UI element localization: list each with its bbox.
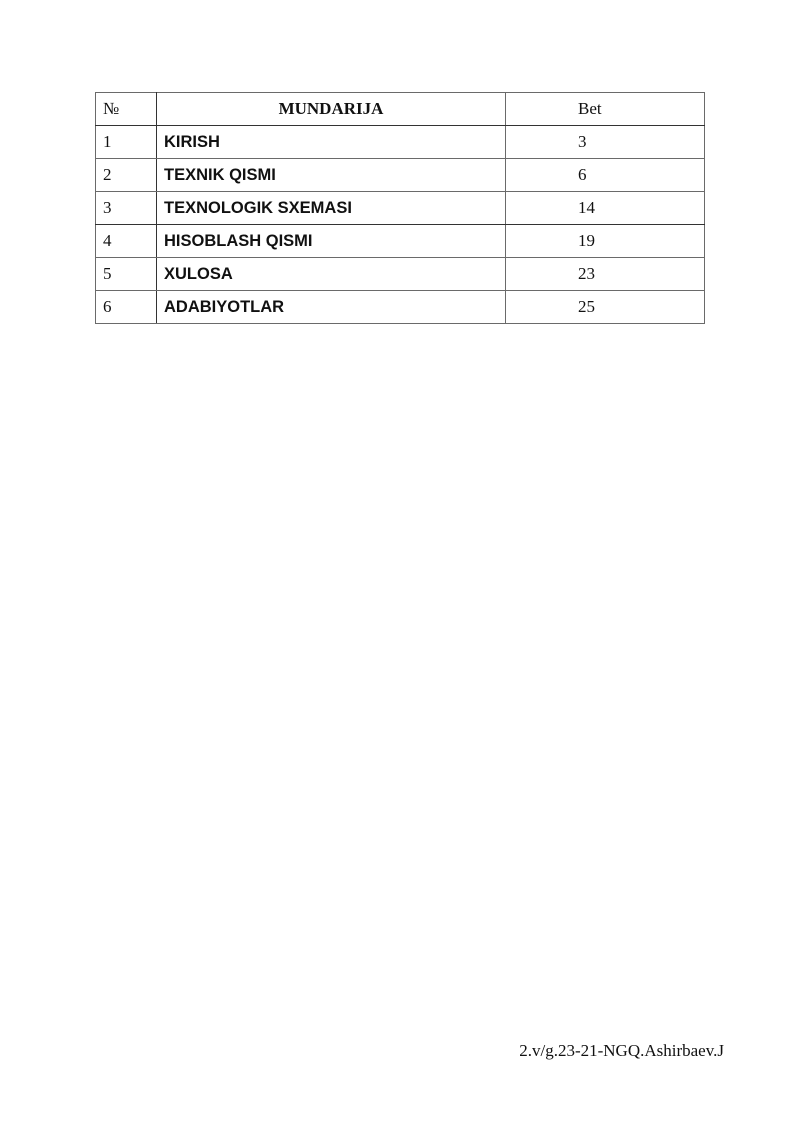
row-page: 14 [506, 192, 705, 225]
number-column-header: № [96, 93, 157, 126]
table-of-contents [95, 92, 705, 324]
table-row [96, 126, 705, 159]
row-title: TEXNOLOGIK SXEMASI [157, 192, 506, 225]
row-page: 25 [506, 291, 705, 324]
table-row [96, 159, 705, 192]
title-column-header: MUNDARIJA [157, 93, 506, 126]
row-number: 2 [96, 159, 157, 192]
row-page: 19 [506, 225, 705, 258]
row-title: XULOSA [157, 258, 506, 291]
table-row [96, 225, 705, 258]
table-row [96, 192, 705, 225]
row-title: ADABIYOTLAR [157, 291, 506, 324]
page-column-header: Bet [506, 93, 705, 126]
row-number: 1 [96, 126, 157, 159]
row-page: 3 [506, 126, 705, 159]
row-number: 5 [96, 258, 157, 291]
table-row [96, 258, 705, 291]
row-number: 3 [96, 192, 157, 225]
row-title: HISOBLASH QISMI [157, 225, 506, 258]
row-number: 4 [96, 225, 157, 258]
row-page: 23 [506, 258, 705, 291]
row-title: KIRISH [157, 126, 506, 159]
row-title: TEXNIK QISMI [157, 159, 506, 192]
row-number: 6 [96, 291, 157, 324]
table-row [96, 291, 705, 324]
table-header-row [96, 93, 705, 126]
row-page: 6 [506, 159, 705, 192]
document-code: 2.v/g.23-21-NGQ.Ashirbaev.J [519, 1041, 724, 1060]
